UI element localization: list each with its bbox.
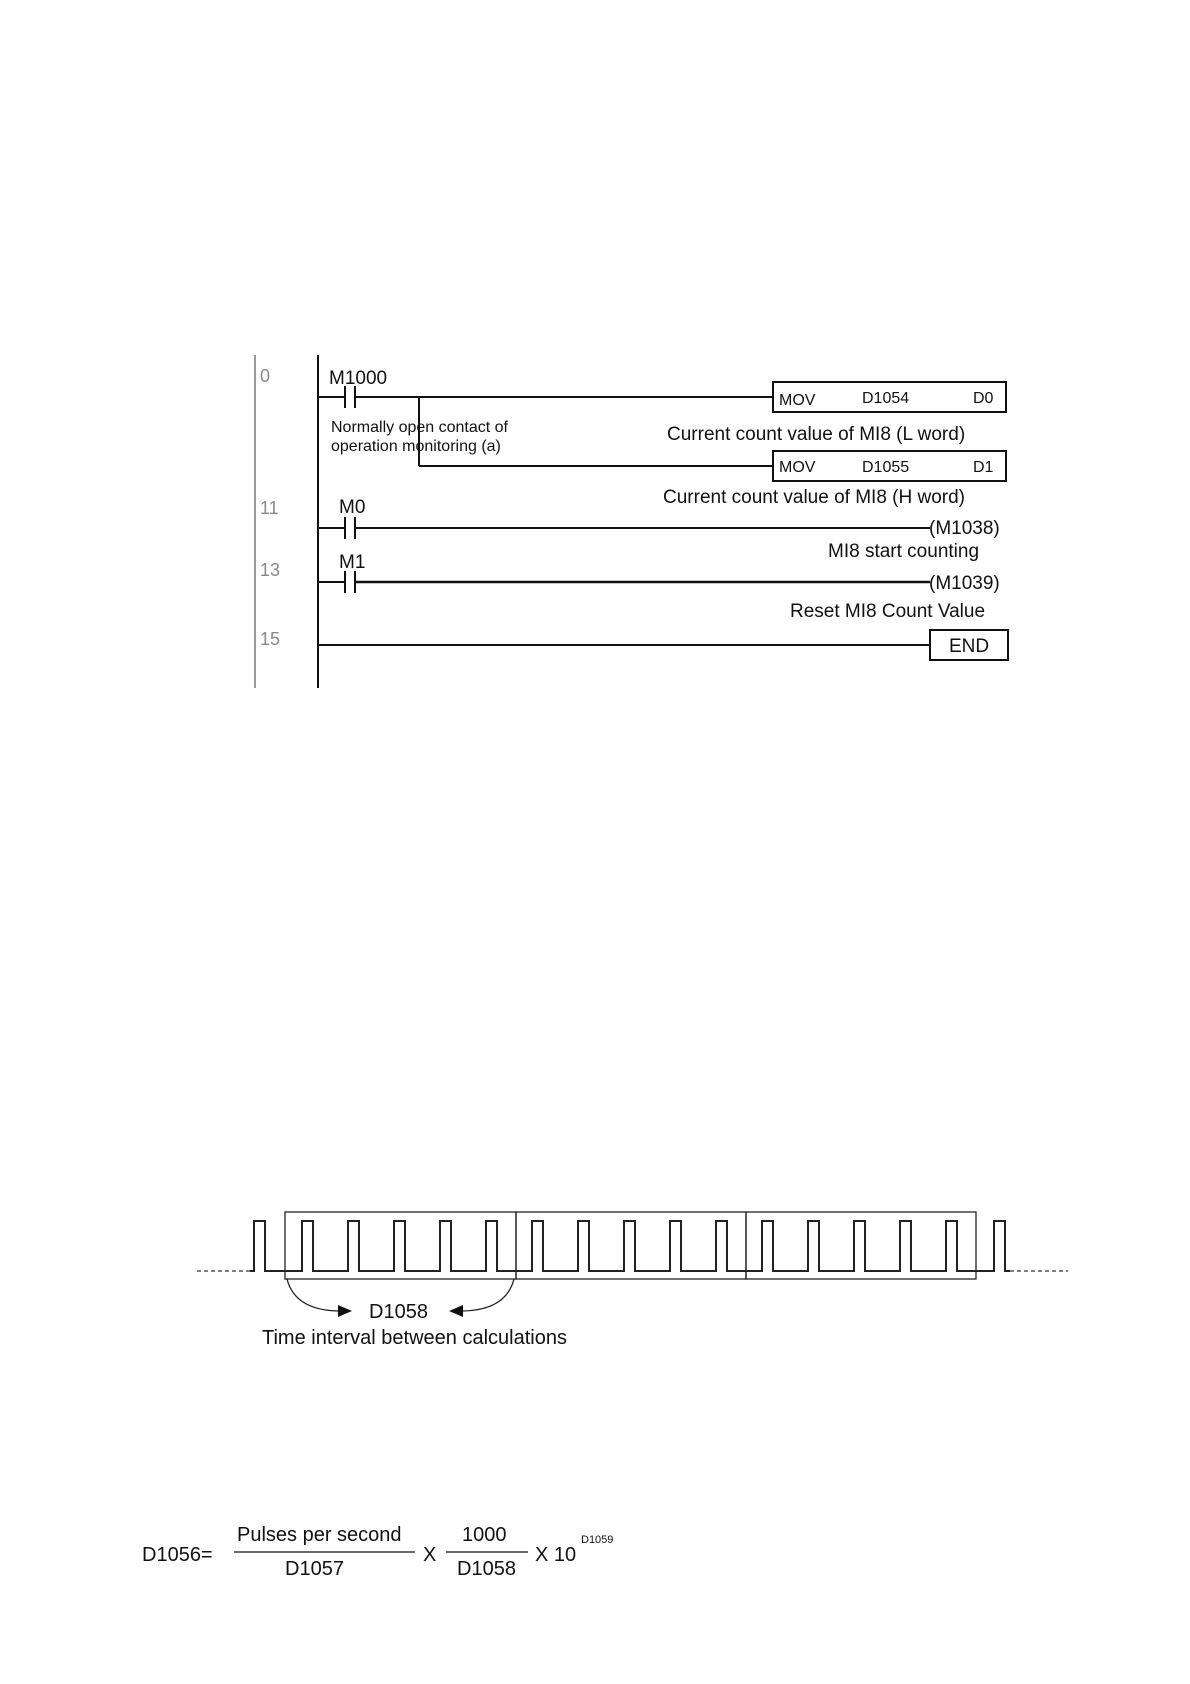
interval-label-d1058: D1058 [369, 1301, 428, 1323]
step-number-15: 15 [260, 629, 281, 649]
pulse-timing-diagram [197, 1212, 1068, 1349]
coil-m1039: (M1039) [929, 573, 1000, 594]
formula-frac1-numerator: Pulses per second [237, 1524, 402, 1546]
arrow-head-left-icon [449, 1305, 463, 1317]
instruction-box-mov-d1055 [773, 451, 1006, 481]
interval-caption: Time interval between calculations [262, 1327, 567, 1349]
normally-open-contact-icon [318, 517, 930, 539]
formula-times-power: X 10 [535, 1544, 577, 1566]
formula-frac1-denominator: D1057 [285, 1558, 344, 1580]
instr2-src: D1055 [862, 459, 910, 476]
contact-label-m1000: M1000 [329, 368, 388, 389]
instruction-box-mov-d1054 [773, 382, 1006, 412]
end-rung [318, 630, 1008, 660]
rung2-comment: MI8 start counting [828, 541, 980, 562]
interval-arrow-right [463, 1279, 514, 1311]
formula-frac2-numerator: 1000 [462, 1524, 507, 1546]
contact-label-m0: M0 [339, 497, 366, 518]
step-number-13: 13 [260, 560, 281, 580]
contact-label-m1: M1 [339, 552, 366, 573]
end-label: END [949, 636, 990, 657]
instr1-dst: D0 [973, 390, 994, 407]
instr2-dst: D1 [973, 459, 994, 476]
contact-comment-line2: operation monitoring (a) [331, 438, 501, 455]
instr2-op: MOV [779, 459, 816, 476]
contact-comment-line1: Normally open contact of [331, 419, 508, 436]
interval-window-1 [285, 1212, 516, 1279]
step-number-0: 0 [260, 366, 271, 386]
ladder-diagram [255, 355, 1008, 688]
formula [142, 1524, 613, 1580]
instr1-src: D1054 [862, 390, 910, 407]
instr2-comment: Current count value of MI8 (H word) [663, 487, 966, 508]
rung-1 [318, 368, 1006, 508]
instr1-op: MOV [779, 392, 816, 409]
normally-open-contact-icon [318, 386, 773, 408]
formula-frac2-denominator: D1058 [457, 1558, 516, 1580]
coil-m1038: (M1038) [929, 518, 1000, 539]
formula-lhs: D1056= [142, 1544, 213, 1566]
pulse-train [250, 1221, 1010, 1271]
formula-exponent: D1059 [581, 1534, 614, 1546]
rung-3 [318, 552, 1000, 622]
instr1-comment: Current count value of MI8 (L word) [667, 424, 966, 445]
normally-open-contact-icon [318, 571, 930, 593]
interval-window-2 [516, 1212, 746, 1279]
rung3-comment: Reset MI8 Count Value [790, 601, 986, 622]
interval-arrow-left [287, 1279, 338, 1311]
interval-window-3 [746, 1212, 976, 1279]
step-number-11: 11 [260, 498, 279, 518]
formula-times-1: X [423, 1544, 437, 1566]
arrow-head-right-icon [338, 1305, 352, 1317]
